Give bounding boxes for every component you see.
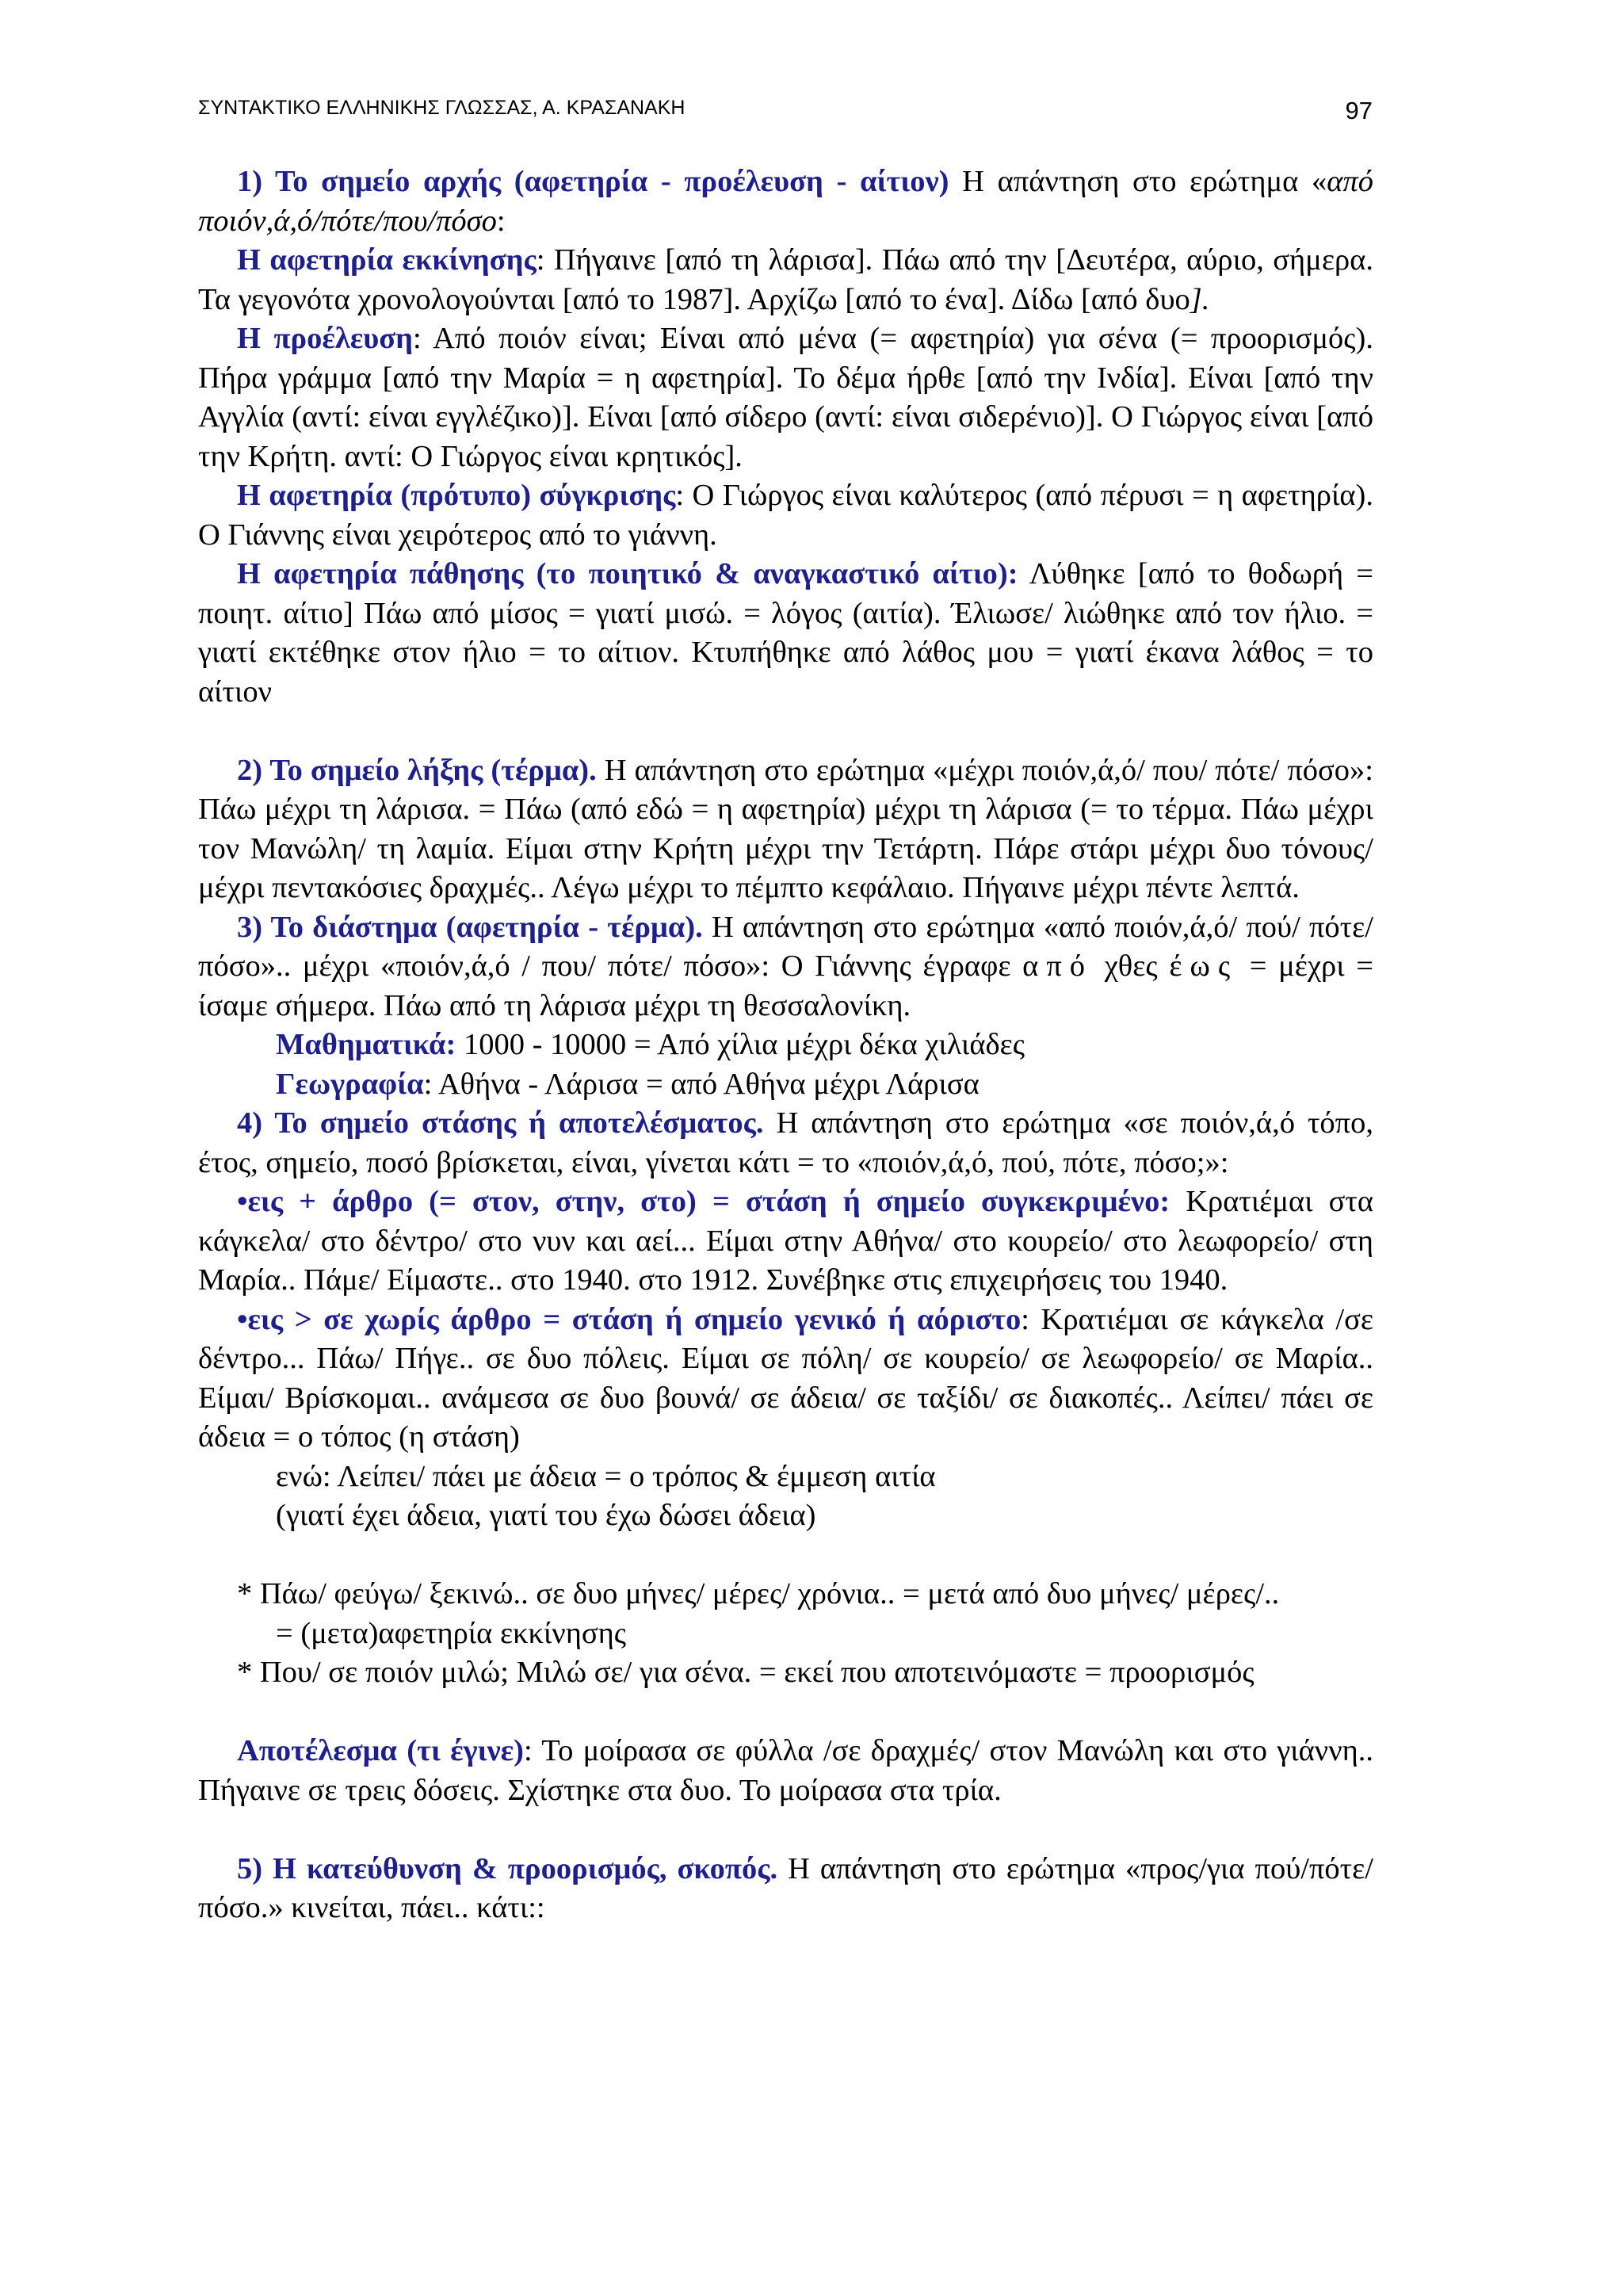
body-text bbox=[198, 162, 1373, 1928]
page-number: 97 bbox=[1345, 97, 1373, 124]
star-note-2: * Που/ σε ποιόν μιλώ; Μιλώ σε/ για σένα. = εκεί που αποτεινόμαστε = προορισμός bbox=[237, 1656, 1254, 1689]
section-1-heading: 1) Το σημείο αρχής (αφετηρία - προέλευση - αίτιον) bbox=[237, 165, 949, 198]
paragraph-origin: Η προέλευση: Από ποιόν είναι; Είναι από μένα (= αφετηρία) για σένα (= προορισμός). Πήρα γράμμα [από την Μαρία = η αφετηρία]. Το δέμα ήρθε [από την Ινδία]. Είναι [από την Αγγλία (αντί: είναι εγγλέζικο)]. Είναι [από σίδερο (αντί: είναι σιδερένιο)]. Ο Γιώργος είναι [από την Κρήτη. αντί: Ο Γιώργος είναι κρητικός]. bbox=[198, 322, 1373, 473]
spacer bbox=[198, 712, 1373, 751]
math-example: Μαθηματικά: 1000 - 10000 = Από χίλια μέχρι δέκα χιλιάδες bbox=[276, 1028, 1025, 1061]
geography-example: Γεωγραφία: Αθήνα - Λάρισα = από Αθήνα μέχρι Λάρισα bbox=[276, 1067, 980, 1101]
bullet-with-article: •εις + άρθρο (= στον, στην, στο) = στάση ή σημείο συγκεκριμένο: Κρατιέμαι στα κάγκελα/ στο δέντρο/ στο νυν και αεί... Είμαι στην Αθήνα/ στο κουρείο/ στο λεωφορείο/ στη Μαρία.. Πάμε/ Είμαστε.. στο 1940. στο 1912. Συνέβηκε στις επιχειρήσεις του 1940. bbox=[198, 1185, 1373, 1297]
section-2-heading: 2) Το σημείο λήξης (τέρμα). bbox=[237, 753, 597, 787]
section-4-heading: 4) Το σημείο στάσης ή αποτελέσματος. bbox=[237, 1106, 764, 1140]
running-header: ΣΥΝΤΑΚΤΙΚΟ ΕΛΛΗΝΙΚΗΣ ΓΛΩΣΣΑΣ, Α. ΚΡΑΣΑΝΑΚΗ bbox=[198, 97, 685, 119]
result-paragraph: Αποτέλεσμα (τι έγινε): Το μοίρασα σε φύλλα /σε δραχμές/ στον Μανώλη και στο γιάννη.. Πήγαινε σε τρεις δόσεις. Σχίστηκε στα δυο. Το μοίρασα στα τρία. bbox=[198, 1734, 1374, 1807]
spacer bbox=[198, 1693, 1373, 1733]
bullet-without-article: •εις > σε χωρίς άρθρο = στάση ή σημείο γενικό ή αόριστο: Κρατιέμαι σε κάγκελα /σε δέντρο... Πάω/ Πήγε.. σε δυο πόλεις. Είμαι σε πόλη/ σε κουρείο/ σε λεωφορείο/ σε Μαρία.. Είμαι/ Βρίσκομαι.. ανάμεσα σε δυο βουνά/ σε άδεια/ σε ταξίδι/ σε διακοπές.. Λείπει/ πάει σε άδεια = ο τόπος (η στάση) bbox=[198, 1302, 1373, 1454]
section-2: 2) Το σημείο λήξης (τέρμα). Η απάντηση στο ερώτημα «μέχρι ποιόν,ά,ό/ που/ πότε/ πόσο»: Πάω μέχρι τη λάρισα. = Πάω (από εδώ = η αφετηρία) μέχρι τη λάρισα (= το τέρμα. Πάω μέχρι τον Μανώλη/ τη λαμία. Είμαι στην Κρήτη μέχρι την Τετάρτη. Πάρε στάρι μέχρι δυο τόνους/ μέχρι πεντακόσιες δραχμές.. Λέγω μέχρι το πέμπτο κεφάλαιο. Πήγαινε μέχρι πέντε λεπτά. bbox=[198, 753, 1373, 904]
paragraph-comparison: Η αφετηρία (πρότυπο) σύγκρισης: Ο Γιώργος είναι καλύτερος (από πέρυσι = η αφετηρία). Ο Γιάννης είναι χειρότερος από το γιάννη. bbox=[198, 479, 1373, 552]
star-note-1-cont: = (μετα)αφετηρία εκκίνησης bbox=[276, 1616, 626, 1650]
section-4: 4) Το σημείο στάσης ή αποτελέσματος. Η απάντηση στο ερώτημα «σε ποιόν,ά,ό τόπο, έτος, σημείο, ποσό βρίσκεται, είναι, γίνεται κάτι = το «ποιόν,ά,ό, πού, πότε, πόσο;»: bbox=[198, 1106, 1373, 1179]
section-1-intro: 1) Το σημείο αρχής (αφετηρία - προέλευση - αίτιον) Η απάντηση στο ερώτημα «από ποιόν,ά,ό/πότε/που/πόσο: bbox=[198, 165, 1373, 238]
section-5: 5) Η κατεύθυνση & προορισμός, σκοπός. Η απάντηση στο ερώτημα «προς/για πού/πότε/πόσο.» κινείται, πάει.. κάτι:: bbox=[198, 1851, 1373, 1924]
note-line-1: ενώ: Λείπει/ πάει με άδεια = ο τρόπος & έμμεση αιτία bbox=[276, 1459, 936, 1493]
section-3: 3) Το διάστημα (αφετηρία - τέρμα). Η απάντηση στο ερώτημα «από ποιόν,ά,ό/ πού/ πότε/ πόσο».. μέχρι «ποιόν,ά,ό / που/ πότε/ πόσο»: Ο Γιάννης έγραφε από χθες έως = μέχρι = ίσαμε σήμερα. Πάω από τη λάρισα μέχρι τη θεσσαλονίκη. bbox=[198, 910, 1373, 1022]
spacer bbox=[198, 1810, 1373, 1850]
note-line-2: (γιατί έχει άδεια, γιατί του έχω δώσει άδεια) bbox=[276, 1499, 816, 1532]
section-5-heading: 5) Η κατεύθυνση & προορισμός, σκοπός. bbox=[237, 1851, 778, 1885]
star-note-1: * Πάω/ φεύγω/ ξεκινώ.. σε δυο μήνες/ μέρες/ χρόνια.. = μετά από δυο μήνες/ μέρες/.. bbox=[237, 1577, 1280, 1610]
paragraph-start-point: Η αφετηρία εκκίνησης: Πήγαινε [από τη λάρισα]. Πάω από την [Δευτέρα, αύριο, σήμερα. Τα γεγονότα χρονολογούνται [από το 1987]. Αρχίζω [από το ένα]. Δίδω [από δυο]. bbox=[198, 243, 1373, 316]
spacer bbox=[198, 1536, 1373, 1576]
paragraph-agent-cause: Η αφετηρία πάθησης (το ποιητικό & αναγκαστικό αίτιο): Λύθηκε [από το θοδωρή = ποιητ. αίτιο] Πάω από μίσος = γιατί μισώ. = λόγος (αιτία). Έλιωσε/ λιώθηκε από τον ήλιο. = γιατί εκτέθηκε στον ήλιο = το αίτιον. Κτυπήθηκε από λάθος μου = γιατί έκανα λάθος = το αίτιον bbox=[198, 557, 1373, 709]
section-3-heading: 3) Το διάστημα (αφετηρία - τέρμα). bbox=[237, 910, 703, 944]
